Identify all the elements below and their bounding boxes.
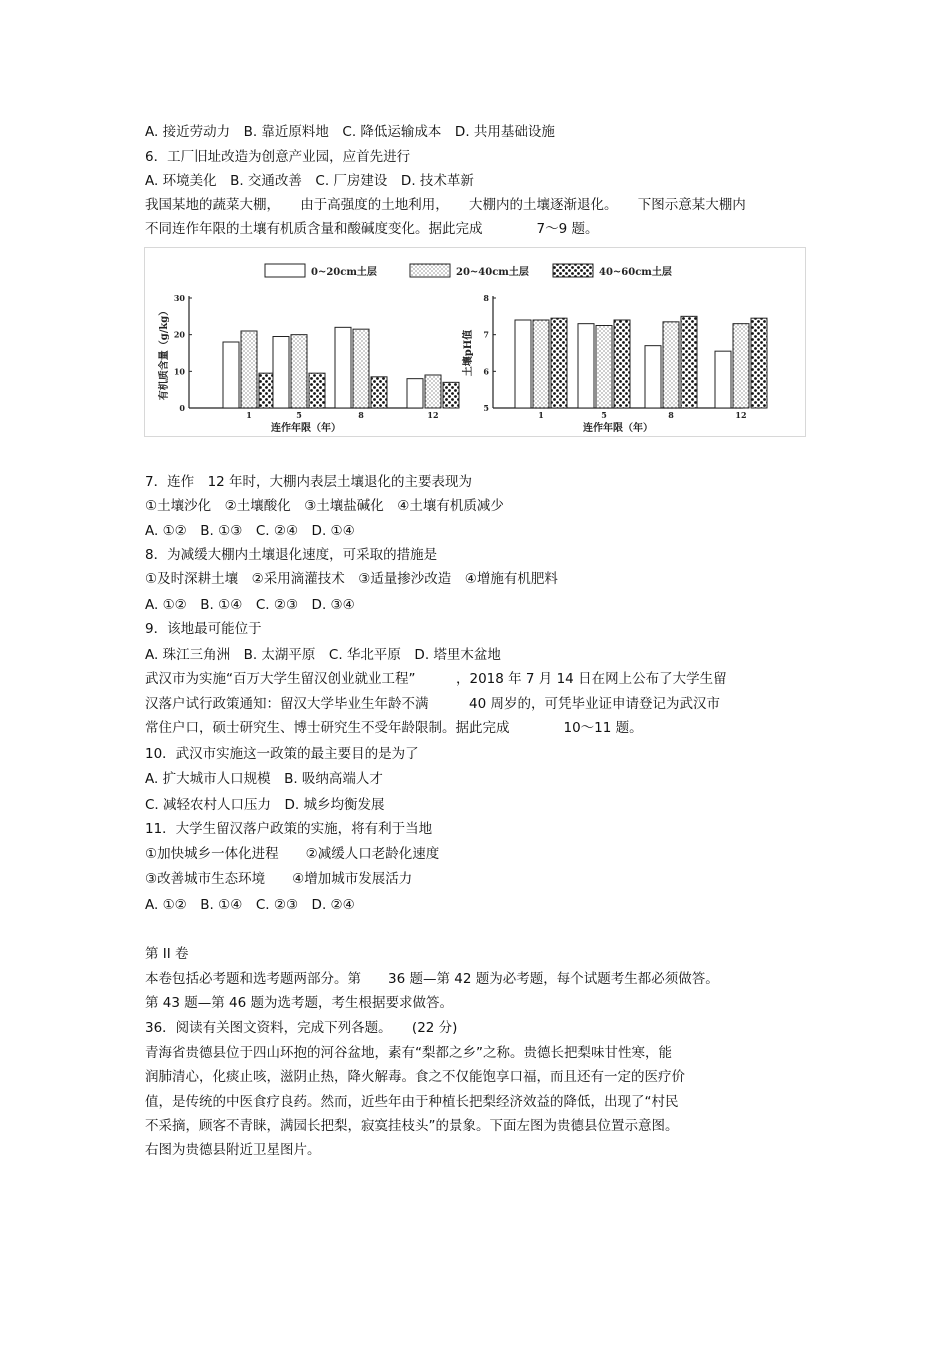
text-line: 右图为贵德县附近卫星图片。	[145, 1142, 321, 1158]
text-line: A. ①② B. ①④ C. ②③ D. ③④	[145, 597, 355, 613]
text-line: 汉落户试行政策通知：留汉大学毕业生年龄不满 40 周岁的，可凭毕业证申请登记为武汉市	[145, 696, 720, 712]
x-tick-label: 5	[601, 410, 607, 420]
bar	[733, 324, 749, 408]
legend-label: 0~20cm土层	[311, 267, 377, 278]
x-tick-label: 8	[668, 410, 674, 420]
text-line: 我国某地的蔬菜大棚， 由于高强度的土地利用， 大棚内的土壤逐渐退化。 下图示意某大棚内	[145, 197, 746, 213]
text-line: 36．阅读有关图文资料，完成下列各题。 (22 分)	[145, 1020, 458, 1036]
text-line: A. 环境美化 B. 交通改善 C. 厂房建设 D. 技术革新	[145, 173, 474, 189]
x-tick-label: 1	[538, 410, 544, 420]
y-tick-label: 0	[179, 403, 185, 413]
bar	[425, 375, 441, 408]
text-line: C. 减轻农村人口压力 D. 城乡均衡发展	[145, 797, 385, 813]
bar	[663, 322, 679, 408]
bar	[353, 329, 369, 408]
bar	[273, 337, 289, 409]
text-line: 不同连作年限的土壤有机质含量和酸碱度变化。据此完成 7～9 题。	[145, 221, 599, 237]
bar	[596, 326, 612, 409]
text-line: 9．该地最可能位于	[145, 621, 262, 637]
x-tick-label: 5	[296, 410, 302, 420]
y-tick-label: 30	[173, 293, 185, 303]
text-line: A. 接近劳动力 B. 靠近原料地 C. 降低运输成本 D. 共用基础设施	[145, 124, 555, 140]
bar	[407, 379, 423, 408]
bar	[614, 320, 630, 408]
y-tick-label: 8	[483, 293, 489, 303]
text-line: 值，是传统的中医食疗良药。然而，近些年由于种植长把梨经济效益的降低，出现了“村民	[145, 1094, 679, 1110]
y-tick-label: 5	[483, 403, 489, 413]
x-tick-label: 12	[427, 410, 439, 420]
x-tick-label: 12	[735, 410, 747, 420]
x-axis-label: 连作年限（年）	[583, 423, 653, 434]
text-line: 11．大学生留汉落户政策的实施，将有利于当地	[145, 821, 433, 837]
y-axis-label: 土壤pH值	[463, 329, 474, 377]
y-tick-label: 6	[483, 366, 489, 377]
text-line: 本卷包括必考题和选考题两部分。第 36 题—第 42 题为必考题，每个试题考生都必须做答。	[145, 971, 719, 987]
bar	[371, 377, 387, 408]
text-line: 8．为减缓大棚内土壤退化速度，可采取的措施是	[145, 547, 438, 563]
soil-charts-svg	[145, 248, 805, 436]
x-tick-label: 1	[246, 410, 252, 420]
text-line: A. ①② B. ①④ C. ②③ D. ②④	[145, 897, 355, 913]
bar	[578, 324, 594, 408]
text-line: 第 II 卷	[145, 946, 189, 962]
bar	[291, 335, 307, 408]
text-line: 武汉市为实施“百万大学生留汉创业就业工程” ，2018 年 7 月 14 日在网上公布了大学生留	[145, 671, 727, 687]
text-line: A. 珠江三角洲 B. 太湖平原 C. 华北平原 D. 塔里木盆地	[145, 647, 501, 663]
bar	[715, 351, 731, 408]
bar	[751, 318, 767, 408]
bar	[533, 320, 549, 408]
y-tick-label: 20	[173, 329, 185, 340]
text-line: 10．武汉市实施这一政策的最主要目的是为了	[145, 746, 419, 762]
y-axis-label: 有机质含量（g/kg）	[159, 305, 170, 401]
text-line: ①及时深耕土壤 ②采用滴灌技术 ③适量掺沙改造 ④增施有机肥料	[145, 571, 558, 587]
x-axis-label: 连作年限（年）	[271, 423, 341, 434]
bar	[241, 331, 257, 408]
bar	[515, 320, 531, 408]
text-line: A. 扩大城市人口规模 B. 吸纳高端人才	[145, 771, 383, 787]
bar	[551, 318, 567, 408]
legend-swatch	[553, 264, 593, 277]
bar	[309, 373, 325, 408]
legend-swatch	[265, 264, 305, 277]
soil-charts-figure	[144, 247, 806, 437]
text-line: A. ①② B. ①③ C. ②④ D. ①④	[145, 523, 355, 539]
bar	[223, 342, 239, 408]
text-line: ③改善城市生态环境 ④增加城市发展活力	[145, 871, 413, 887]
bar	[681, 316, 697, 408]
x-tick-label: 8	[358, 410, 364, 420]
legend-swatch	[410, 264, 450, 277]
legend-label: 40~60cm土层	[599, 267, 672, 278]
y-tick-label: 10	[173, 366, 185, 377]
text-line: ①土壤沙化 ②土壤酸化 ③土壤盐碱化 ④土壤有机质减少	[145, 498, 504, 514]
text-line: 第 43 题—第 46 题为选考题，考生根据要求做答。	[145, 995, 454, 1011]
legend-label: 20~40cm土层	[456, 267, 529, 278]
text-line: 常住户口，硕士研究生、博士研究生不受年龄限制。据此完成 10～11 题。	[145, 720, 643, 736]
text-line: 青海省贵德县位于四山环抱的河谷盆地，素有“梨都之乡”之称。贵德长把梨味甘性寒，能	[145, 1045, 672, 1061]
bar	[645, 346, 661, 408]
bar	[443, 382, 459, 408]
y-tick-label: 7	[483, 329, 489, 340]
text-line: 6．工厂旧址改造为创意产业园，应首先进行	[145, 149, 411, 165]
text-line: 7．连作 12 年时，大棚内表层土壤退化的主要表现为	[145, 474, 473, 490]
text-line: 润肺清心，化痰止咳，滋阴止热，降火解毒。食之不仅能饱享口福，而且还有一定的医疗价	[145, 1069, 685, 1085]
bar	[335, 327, 351, 408]
text-line: 不采摘，顾客不青睐，满园长把梨，寂寞挂枝头”的景象。下面左图为贵德县位置示意图。	[145, 1118, 679, 1134]
text-line: ①加快城乡一体化进程 ②减缓人口老龄化速度	[145, 846, 440, 862]
